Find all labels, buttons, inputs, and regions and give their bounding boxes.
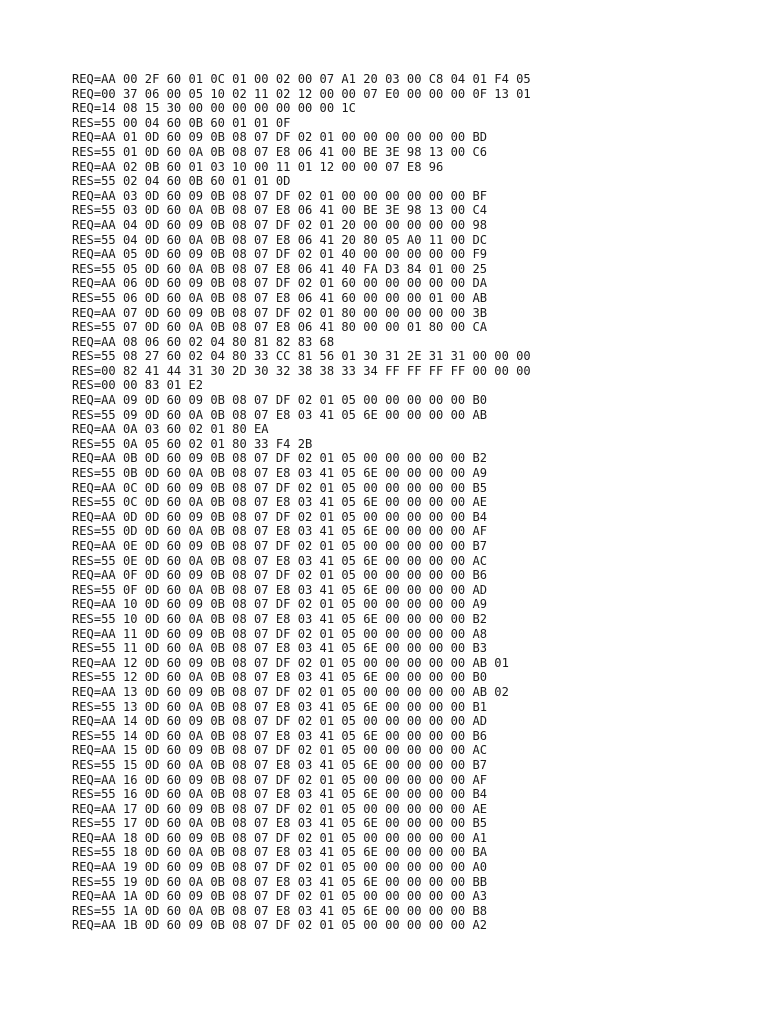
request-line: REQ=AA 03 0D 60 09 0B 08 07 DF 02 01 00 00 00 00 00 00 BF [72,188,488,203]
response-line: RES=55 05 0D 60 0A 0B 08 07 E8 06 41 40 FA D3 84 01 00 25 [72,261,488,276]
request-line: REQ=AA 04 0D 60 09 0B 08 07 DF 02 01 20 00 00 00 00 00 98 [72,217,488,232]
request-line: REQ=AA 06 0D 60 09 0B 08 07 DF 02 01 60 00 00 00 00 00 DA [72,276,488,291]
response-line: RES=55 00 04 60 0B 60 01 01 0F [72,115,291,130]
response-line: RES=55 09 0D 60 0A 0B 08 07 E8 03 41 05 6E 00 00 00 00 AB [72,407,488,422]
response-line: RES=55 0B 0D 60 0A 0B 08 07 E8 03 41 05 6E 00 00 00 00 A9 [72,466,488,481]
response-line: RES=55 19 0D 60 0A 0B 08 07 E8 03 41 05 6E 00 00 00 00 BB [72,874,488,889]
request-line: REQ=00 37 06 00 05 10 02 11 02 12 00 00 07 E0 00 00 00 0F 13 01 [72,86,531,101]
response-line: RES=55 01 0D 60 0A 0B 08 07 E8 06 41 00 BE 3E 98 13 00 C6 [72,144,488,159]
request-line: REQ=AA 17 0D 60 09 0B 08 07 DF 02 01 05 00 00 00 00 00 AE [72,801,488,816]
response-line: RES=55 14 0D 60 0A 0B 08 07 E8 03 41 05 6E 00 00 00 00 B6 [72,728,488,743]
request-line: REQ=AA 18 0D 60 09 0B 08 07 DF 02 01 05 00 00 00 00 00 A1 [72,830,488,845]
response-line: RES=55 11 0D 60 0A 0B 08 07 E8 03 41 05 6E 00 00 00 00 B3 [72,641,488,656]
response-line: RES=55 16 0D 60 0A 0B 08 07 E8 03 41 05 6E 00 00 00 00 B4 [72,787,488,802]
request-line: REQ=AA 01 0D 60 09 0B 08 07 DF 02 01 00 00 00 00 00 00 BD [72,130,488,145]
response-line: RES=55 0F 0D 60 0A 0B 08 07 E8 03 41 05 6E 00 00 00 00 AD [72,582,488,597]
response-line: RES=55 04 0D 60 0A 0B 08 07 E8 06 41 20 80 05 A0 11 00 DC [72,232,488,247]
response-line: RES=55 10 0D 60 0A 0B 08 07 E8 03 41 05 6E 00 00 00 00 B2 [72,611,488,626]
request-line: REQ=AA 10 0D 60 09 0B 08 07 DF 02 01 05 00 00 00 00 00 A9 [72,597,488,612]
response-line: RES=55 18 0D 60 0A 0B 08 07 E8 03 41 05 6E 00 00 00 00 BA [72,845,488,860]
response-line: RES=55 03 0D 60 0A 0B 08 07 E8 06 41 00 BE 3E 98 13 00 C4 [72,203,488,218]
request-line: REQ=14 08 15 30 00 00 00 00 00 00 00 1C [72,101,356,116]
request-line: REQ=AA 15 0D 60 09 0B 08 07 DF 02 01 05 00 00 00 00 00 AC [72,743,488,758]
request-line: REQ=AA 08 06 60 02 04 80 81 82 83 68 [72,334,335,349]
request-line: REQ=AA 0D 0D 60 09 0B 08 07 DF 02 01 05 00 00 00 00 00 B4 [72,509,488,524]
protocol-log [72,72,531,933]
request-line: REQ=AA 1B 0D 60 09 0B 08 07 DF 02 01 05 00 00 00 00 00 A2 [72,918,488,933]
request-line: REQ=AA 14 0D 60 09 0B 08 07 DF 02 01 05 00 00 00 00 00 AD [72,714,488,729]
response-line: RES=55 07 0D 60 0A 0B 08 07 E8 06 41 80 00 00 01 80 00 CA [72,320,488,335]
request-line: REQ=AA 1A 0D 60 09 0B 08 07 DF 02 01 05 00 00 00 00 00 A3 [72,889,488,904]
response-line: RES=55 17 0D 60 0A 0B 08 07 E8 03 41 05 6E 00 00 00 00 B5 [72,816,488,831]
request-line: REQ=AA 09 0D 60 09 0B 08 07 DF 02 01 05 00 00 00 00 00 B0 [72,393,488,408]
response-line: RES=55 02 04 60 0B 60 01 01 0D [72,174,291,189]
response-line: RES=00 00 83 01 E2 [72,378,204,393]
response-line: RES=55 13 0D 60 0A 0B 08 07 E8 03 41 05 6E 00 00 00 00 B1 [72,699,488,714]
request-line: REQ=AA 16 0D 60 09 0B 08 07 DF 02 01 05 00 00 00 00 00 AF [72,772,488,787]
response-line: RES=00 82 41 44 31 30 2D 30 32 38 38 33 34 FF FF FF FF 00 00 00 [72,363,531,378]
request-line: REQ=AA 07 0D 60 09 0B 08 07 DF 02 01 80 00 00 00 00 00 3B [72,305,488,320]
response-line: RES=55 0A 05 60 02 01 80 33 F4 2B [72,436,313,451]
request-line: REQ=AA 13 0D 60 09 0B 08 07 DF 02 01 05 00 00 00 00 00 AB 02 [72,684,509,699]
response-line: RES=55 08 27 60 02 04 80 33 CC 81 56 01 30 31 2E 31 31 00 00 00 [72,349,531,364]
request-line: REQ=AA 0F 0D 60 09 0B 08 07 DF 02 01 05 00 00 00 00 00 B6 [72,568,488,583]
request-line: REQ=AA 05 0D 60 09 0B 08 07 DF 02 01 40 00 00 00 00 00 F9 [72,247,488,262]
response-line: RES=55 12 0D 60 0A 0B 08 07 E8 03 41 05 6E 00 00 00 00 B0 [72,670,488,685]
response-line: RES=55 0C 0D 60 0A 0B 08 07 E8 03 41 05 6E 00 00 00 00 AE [72,495,488,510]
request-line: REQ=AA 0B 0D 60 09 0B 08 07 DF 02 01 05 00 00 00 00 00 B2 [72,451,488,466]
request-line: REQ=AA 02 0B 60 01 03 10 00 11 01 12 00 00 07 E8 96 [72,159,444,174]
response-line: RES=55 0E 0D 60 0A 0B 08 07 E8 03 41 05 6E 00 00 00 00 AC [72,553,488,568]
response-line: RES=55 0D 0D 60 0A 0B 08 07 E8 03 41 05 6E 00 00 00 00 AF [72,524,488,539]
response-line: RES=55 15 0D 60 0A 0B 08 07 E8 03 41 05 6E 00 00 00 00 B7 [72,757,488,772]
response-line: RES=55 06 0D 60 0A 0B 08 07 E8 06 41 60 00 00 00 01 00 AB [72,290,488,305]
request-line: REQ=AA 0C 0D 60 09 0B 08 07 DF 02 01 05 00 00 00 00 00 B5 [72,480,488,495]
request-line: REQ=AA 19 0D 60 09 0B 08 07 DF 02 01 05 00 00 00 00 00 A0 [72,860,488,875]
request-line: REQ=AA 0E 0D 60 09 0B 08 07 DF 02 01 05 00 00 00 00 00 B7 [72,539,488,553]
request-line: REQ=AA 11 0D 60 09 0B 08 07 DF 02 01 05 00 00 00 00 00 A8 [72,626,488,641]
response-line: RES=55 1A 0D 60 0A 0B 08 07 E8 03 41 05 6E 00 00 00 00 B8 [72,903,488,918]
request-line: REQ=AA 0A 03 60 02 01 80 EA [72,422,269,437]
request-line: REQ=AA 12 0D 60 09 0B 08 07 DF 02 01 05 00 00 00 00 00 AB 01 [72,655,509,670]
request-line: REQ=AA 00 2F 60 01 0C 01 00 02 00 07 A1 20 03 00 C8 04 01 F4 05 [72,72,531,86]
